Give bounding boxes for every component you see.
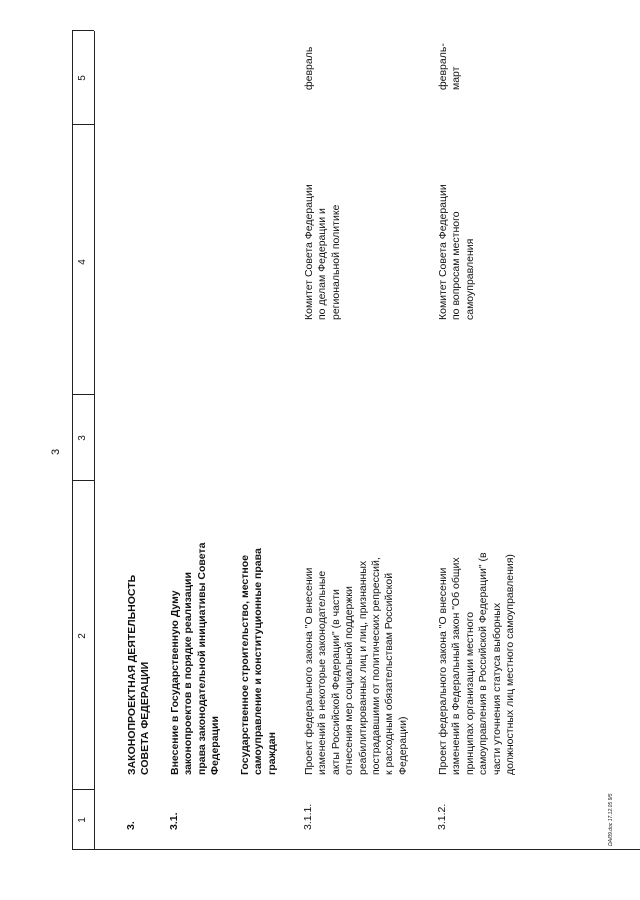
column-number-2: 2 xyxy=(77,633,88,639)
subsection-number: 3.1. xyxy=(168,812,180,830)
item-committee: Комитет Совета Федерации по делам Федерации и региональной политике xyxy=(303,184,342,320)
item-committee: Комитет Совета Федерации по вопросам местного самоуправления xyxy=(437,184,476,320)
section-number: 3. xyxy=(125,821,137,830)
topic-heading: Государственное строительство, местное самоуправление и конституционные права граждан xyxy=(239,548,278,775)
item-date: февраль xyxy=(303,46,315,90)
item-number: 3.1.2. xyxy=(436,803,448,830)
column-number-5: 5 xyxy=(77,75,88,81)
item-text: Проект федерального закона "О внесении изменений в Федеральный закон "Об общих принципах организации местного самоуправления в Российской Федерации" (в части уточнения статуса выборных должностных лиц местного самоуправления) xyxy=(437,552,517,775)
section-title: ЗАКОНОПРОЕКТНАЯ ДЕЯТЕЛЬНОСТЬ СОВЕТА ФЕДЕРАЦИИ xyxy=(126,574,152,775)
item-text: Проект федерального закона "О внесении изменений в некоторые законодательные акты Российской Федерации" (в части отнесения мер социальной поддержки реабилитированных лиц и лиц, признанных пострадавшими от политических репрессий, к расходным обязательствам Российской Федерации) xyxy=(303,557,409,775)
item-date: февраль- март xyxy=(437,43,463,90)
page-number: 3 xyxy=(50,448,62,455)
subsection-title: Внесение в Государственную Думу законопроектов в порядке реализации права законодательной инициативы Совета Федерации xyxy=(169,542,222,775)
item-number: 3.1.1. xyxy=(302,803,314,830)
column-number-1: 1 xyxy=(77,817,88,823)
column-number-4: 4 xyxy=(77,259,88,265)
footer-filename: DA/09.doc 17.12.05 9/5 xyxy=(608,793,614,846)
column-number-3: 3 xyxy=(77,435,88,441)
